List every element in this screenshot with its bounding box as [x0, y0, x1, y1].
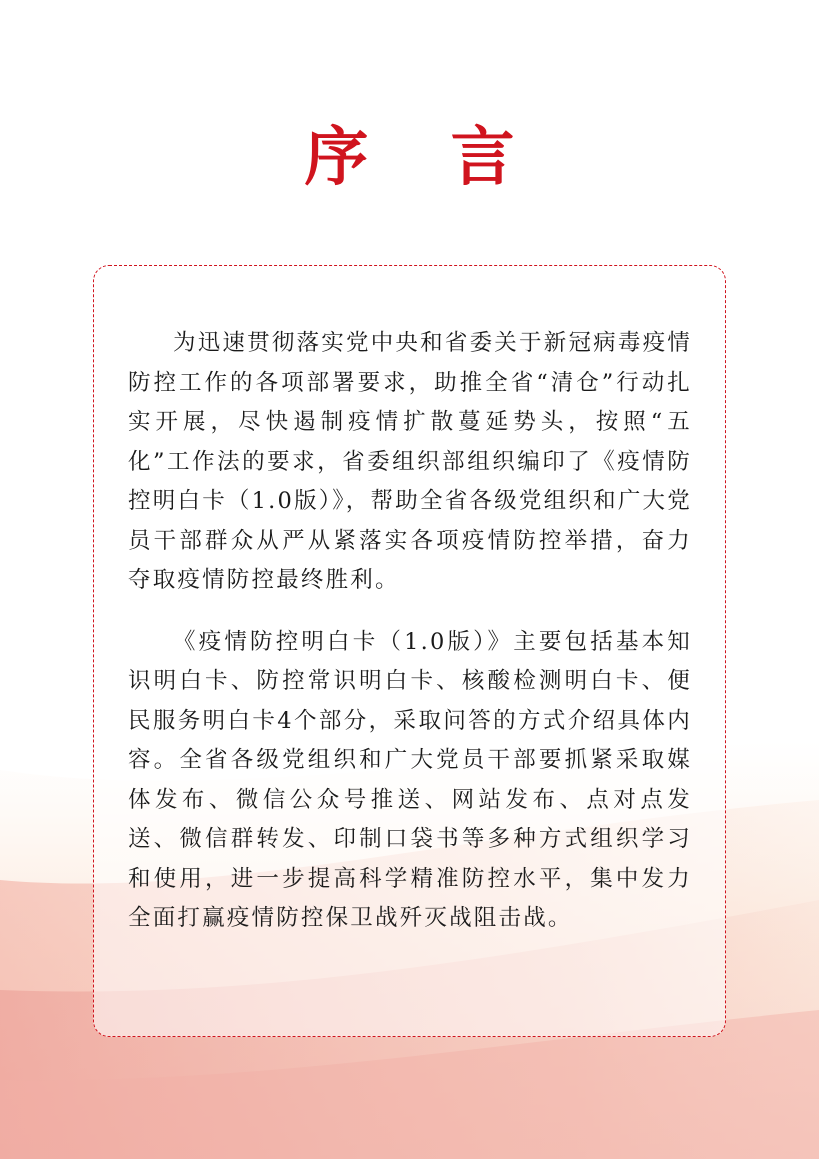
paragraph: 为迅速贯彻落实党中央和省委关于新冠病毒疫情防控工作的各项部署要求，助推全省“清仓”行动扎实开展，尽快遏制疫情扩散蔓延势头，按照“五化”工作法的要求，省委组织部组织编印了《疫情防控明白卡（1.0版）》，帮助全省各级党组织和广大党员干部群众从严从紧落实各项疫情防控举措，奋力夺取疫情防控最终胜利。 — [128, 330, 692, 593]
page-title: 序 言 — [304, 120, 545, 195]
preface-body — [128, 324, 692, 939]
paragraph: 《疫情防控明白卡（1.0版）》主要包括基本知识明白卡、防控常识明白卡、核酸检测明白卡、便民服务明白卡4个部分，采取问答的方式介绍具体内容。全省各级党组织和广大党员干部要抓紧采取媒体发布、微信公众号推送、网站发布、点对点发送、微信群转发、印制口袋书等多种方式组织学习和使用，进一步提高科学精准防控水平，集中发力全面打赢疫情防控保卫战歼灭战阻击战。 — [128, 628, 692, 931]
